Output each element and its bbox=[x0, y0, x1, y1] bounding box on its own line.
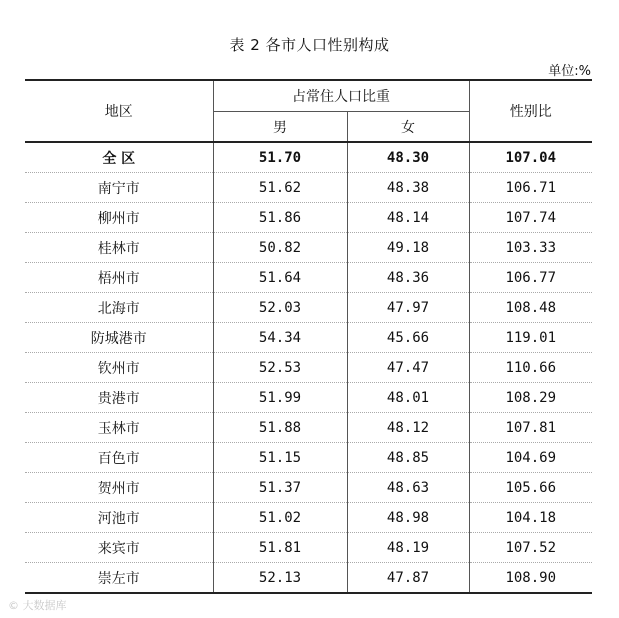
male-cell: 51.81 bbox=[213, 533, 347, 563]
table-row-total bbox=[25, 142, 592, 173]
header-female: 女 bbox=[347, 112, 469, 143]
table-row bbox=[25, 533, 592, 563]
region-cell: 桂林市 bbox=[25, 233, 213, 263]
male-cell: 51.99 bbox=[213, 383, 347, 413]
female-cell: 48.12 bbox=[347, 413, 469, 443]
region-cell: 北海市 bbox=[25, 293, 213, 323]
table-row bbox=[25, 293, 592, 323]
table-row bbox=[25, 323, 592, 353]
male-cell: 51.86 bbox=[213, 203, 347, 233]
male-cell: 51.37 bbox=[213, 473, 347, 503]
ratio-cell: 119.01 bbox=[469, 323, 592, 353]
female-cell: 48.38 bbox=[347, 173, 469, 203]
male-cell: 51.15 bbox=[213, 443, 347, 473]
ratio-cell: 107.04 bbox=[469, 142, 592, 173]
ratio-cell: 106.77 bbox=[469, 263, 592, 293]
region-cell: 贺州市 bbox=[25, 473, 213, 503]
table-row bbox=[25, 563, 592, 594]
header-region: 地区 bbox=[25, 80, 213, 142]
female-cell: 48.30 bbox=[347, 142, 469, 173]
region-cell: 百色市 bbox=[25, 443, 213, 473]
male-cell: 52.53 bbox=[213, 353, 347, 383]
region-cell: 南宁市 bbox=[25, 173, 213, 203]
table-row bbox=[25, 383, 592, 413]
male-cell: 54.34 bbox=[213, 323, 347, 353]
female-cell: 48.19 bbox=[347, 533, 469, 563]
female-cell: 48.85 bbox=[347, 443, 469, 473]
region-cell: 玉林市 bbox=[25, 413, 213, 443]
region-cell: 贵港市 bbox=[25, 383, 213, 413]
female-cell: 49.18 bbox=[347, 233, 469, 263]
male-cell: 52.03 bbox=[213, 293, 347, 323]
male-cell: 52.13 bbox=[213, 563, 347, 594]
ratio-cell: 105.66 bbox=[469, 473, 592, 503]
female-cell: 48.14 bbox=[347, 203, 469, 233]
table-row bbox=[25, 443, 592, 473]
region-cell: 柳州市 bbox=[25, 203, 213, 233]
female-cell: 48.98 bbox=[347, 503, 469, 533]
table-row bbox=[25, 353, 592, 383]
ratio-cell: 107.81 bbox=[469, 413, 592, 443]
table-row bbox=[25, 203, 592, 233]
ratio-cell: 108.48 bbox=[469, 293, 592, 323]
header-male: 男 bbox=[213, 112, 347, 143]
ratio-cell: 104.18 bbox=[469, 503, 592, 533]
region-cell: 全 区 bbox=[25, 142, 213, 173]
region-cell: 来宾市 bbox=[25, 533, 213, 563]
ratio-cell: 107.52 bbox=[469, 533, 592, 563]
ratio-cell: 104.69 bbox=[469, 443, 592, 473]
watermark: © 大数据库 bbox=[8, 599, 67, 612]
ratio-cell: 107.74 bbox=[469, 203, 592, 233]
table-row bbox=[25, 233, 592, 263]
table-row bbox=[25, 263, 592, 293]
region-cell: 钦州市 bbox=[25, 353, 213, 383]
male-cell: 51.70 bbox=[213, 142, 347, 173]
ratio-cell: 110.66 bbox=[469, 353, 592, 383]
ratio-cell: 108.90 bbox=[469, 563, 592, 594]
region-cell: 河池市 bbox=[25, 503, 213, 533]
male-cell: 51.64 bbox=[213, 263, 347, 293]
region-cell: 梧州市 bbox=[25, 263, 213, 293]
male-cell: 51.88 bbox=[213, 413, 347, 443]
table-row bbox=[25, 503, 592, 533]
male-cell: 51.02 bbox=[213, 503, 347, 533]
female-cell: 47.47 bbox=[347, 353, 469, 383]
ratio-cell: 108.29 bbox=[469, 383, 592, 413]
header-sex-ratio: 性别比 bbox=[469, 80, 592, 142]
region-cell: 崇左市 bbox=[25, 563, 213, 594]
table-title: 表 2 各市人口性别构成 bbox=[229, 36, 390, 54]
female-cell: 47.87 bbox=[347, 563, 469, 594]
female-cell: 48.36 bbox=[347, 263, 469, 293]
female-cell: 48.01 bbox=[347, 383, 469, 413]
table-row bbox=[25, 173, 592, 203]
table-row bbox=[25, 413, 592, 443]
table-row bbox=[25, 473, 592, 503]
population-sex-table bbox=[25, 79, 592, 594]
female-cell: 48.63 bbox=[347, 473, 469, 503]
female-cell: 47.97 bbox=[347, 293, 469, 323]
region-cell: 防城港市 bbox=[25, 323, 213, 353]
male-cell: 51.62 bbox=[213, 173, 347, 203]
ratio-cell: 103.33 bbox=[469, 233, 592, 263]
male-cell: 50.82 bbox=[213, 233, 347, 263]
unit-label: 单位:% bbox=[548, 64, 591, 79]
header-share-group: 占常住人口比重 bbox=[213, 80, 469, 112]
female-cell: 45.66 bbox=[347, 323, 469, 353]
ratio-cell: 106.71 bbox=[469, 173, 592, 203]
